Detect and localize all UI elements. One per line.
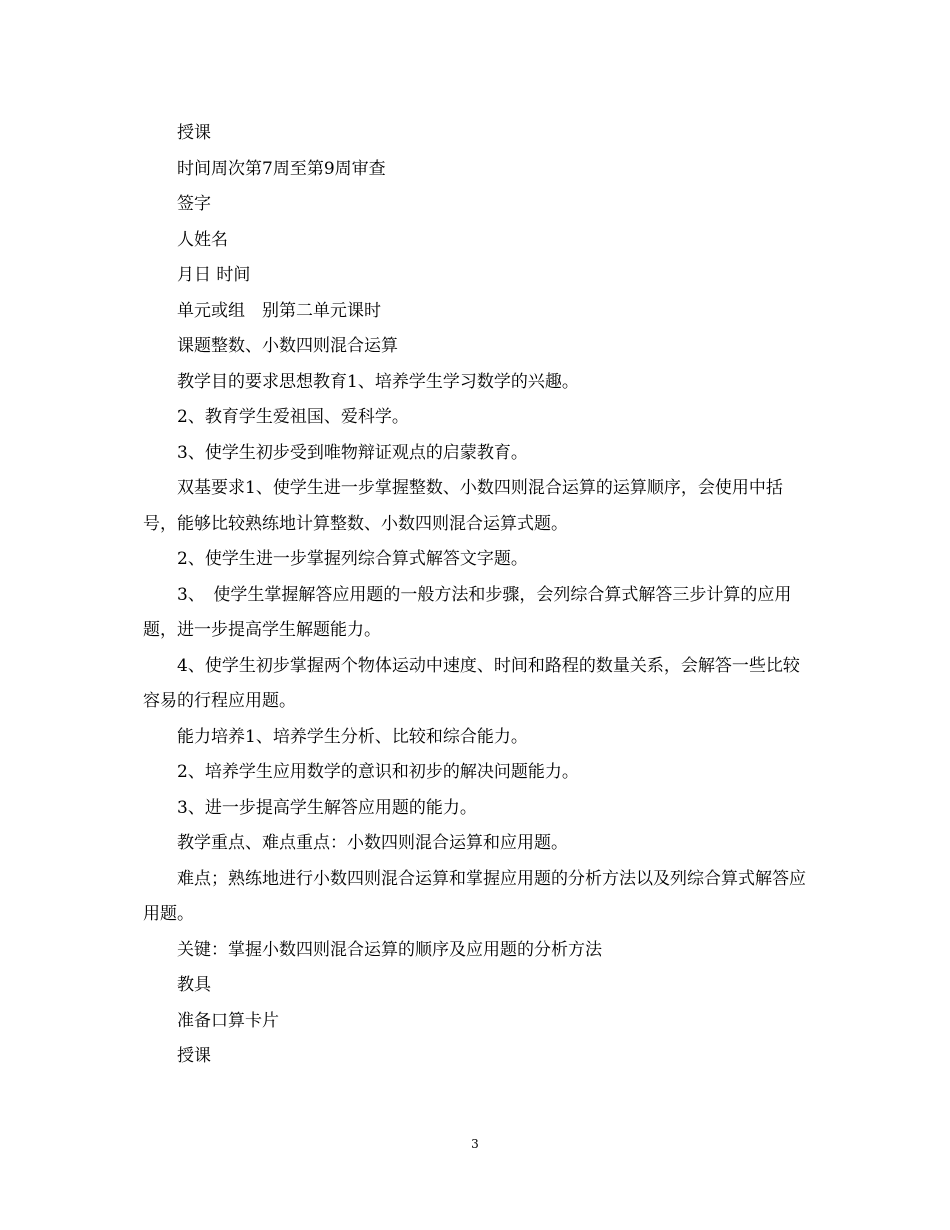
paragraph: 能力培养1、培养学生分析、比较和综合能力。 [177,726,528,747]
paragraph: 时间周次第7周至第9周审查 [177,158,386,179]
paragraph: 教学重点、难点重点：小数四则混合运算和应用题。 [177,833,568,853]
paragraph: 教学目的要求思想教育1、培养学生学习数学的兴趣。 [177,371,579,392]
paragraph: 3、使学生初步受到唯物辩证观点的启蒙教育。 [177,442,528,463]
paragraph: 教具 [177,975,211,995]
paragraph: 双基要求1、使学生进一步掌握整数、小数四则混合运算的运算顺序，会使用中括号，能够比较熟练地计算整数、小数四则混合运算式题。 [143,478,783,534]
paragraph: 3、进一步提高学生解答应用题的能力。 [177,797,477,818]
paragraph: 3、 使学生掌握解答应用题的一般方法和步骤，会列综合算式解答三步计算的应用题，进一步提高学生解题能力。 [143,584,792,640]
paragraph: 关键：掌握小数四则混合运算的顺序及应用题的分析方法 [177,939,602,960]
paragraph: 人姓名 [177,229,228,250]
paragraph: 授课 [177,1046,211,1066]
paragraph: 准备口算卡片 [177,1010,279,1031]
paragraph: 授课 [177,123,211,143]
page-number: 3 [471,1137,479,1151]
document-body [143,116,807,1075]
paragraph: 2、教育学生爱祖国、爱科学。 [177,407,409,427]
paragraph: 4、使学生初步掌握两个物体运动中速度、时间和路程的数量关系，会解答一些比较容易的行程应用题。 [143,655,800,711]
paragraph: 课题整数、小数四则混合运算 [177,336,398,356]
paragraph: 单元或组 别第二单元课时 [177,300,381,321]
paragraph: 难点；熟练地进行小数四则混合运算和掌握应用题的分析方法以及列综合算式解答应用题。 [143,868,806,924]
paragraph: 2、使学生进一步掌握列综合算式解答文字题。 [177,549,528,569]
paragraph: 月日 时间 [177,265,251,285]
paragraph: 签字 [177,194,211,214]
paragraph: 2、培养学生应用数学的意识和初步的解决问题能力。 [177,762,579,782]
